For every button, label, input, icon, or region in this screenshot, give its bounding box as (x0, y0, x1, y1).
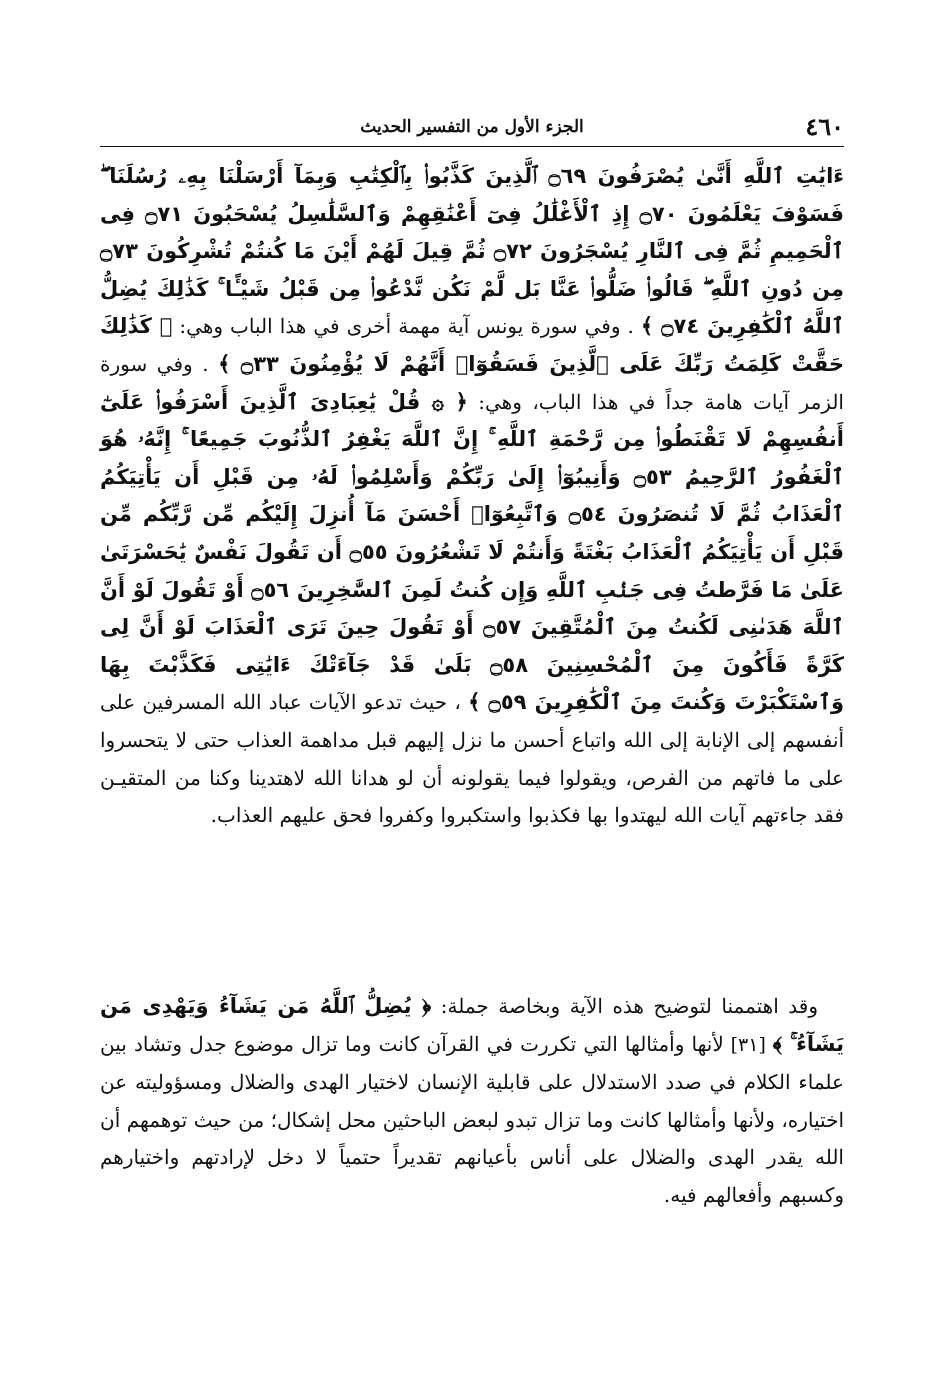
commentary-text-2: . وفي سورة الزمر آيات هامة جداً في هذا الباب، وهي: (100, 351, 844, 414)
quran-verses-zumar: ﴿ ۞ قُلْ يَٰعِبَادِىَ ٱلَّذِينَ أَسْرَفُوا۟ عَلَىٰٓ أَنفُسِهِمْ لَا تَقْنَطُوا۟ مِن رَّحْمَةِ ٱللَّهِ ۚ إِنَّ ٱللَّهَ يَغْفِرُ ٱلذُّنُوبَ جَمِيعًا ۚ إِنَّهُۥ هُوَ ٱلْغَفُورُ ٱلرَّحِيمُ ۝٥٣ وَأَنِيبُوٓا۟ إِلَىٰ رَبِّكُمْ وَأَسْلِمُوا۟ لَهُۥ مِن قَبْلِ أَن يَأْتِيَكُمُ ٱلْعَذَابُ ثُمَّ لَا تُنصَرُونَ ۝٥٤ وَٱتَّبِعُوٓا۟ أَحْسَنَ مَآ أُنزِلَ إِلَيْكُم مِّن رَّبِّكُم مِّن قَبْلِ أَن يَأْتِيَكُمُ ٱلْعَذَابُ بَغْتَةً وَأَنتُمْ لَا تَشْعُرُونَ ۝٥٥ أَن تَقُولَ نَفْسٌ يَٰحَسْرَتَىٰ عَلَىٰ مَا فَرَّطتُ فِى جَنۢبِ ٱللَّهِ وَإِن كُنتُ لَمِنَ ٱلسَّٰخِرِينَ ۝٥٦ أَوْ تَقُولَ لَوْ أَنَّ ٱللَّهَ هَدَىٰنِى لَكُنتُ مِنَ ٱلْمُتَّقِينَ ۝٥٧ أَوْ تَقُولَ حِينَ تَرَى ٱلْعَذَابَ لَوْ أَنَّ لِى كَرَّةً فَأَكُونَ مِنَ ٱلْمُحْسِنِينَ ۝٥٨ بَلَىٰ قَدْ جَآءَتْكَ ءَايَٰتِى فَكَذَّبْتَ بِهَا وَٱسْتَكْبَرْتَ وَكُنتَ مِنَ ٱلْكَٰفِرِينَ ۝٥٩ ﴾ (100, 389, 845, 715)
commentary-text-3: ، حيث تدعو الآيات عباد الله المسرفين على أنفسهم إلى الإنابة إلى الله واتباع أحسن ما نزل إليهم قبل مداهمة العذاب حتى لا يتحسروا على ما فاتهم من الفرص، ويقولوا فيما يقولونه أن لو هدانا الله لاهتدينا وكنا من المتقيـن فقد جاءتهم آيات الله ليهتدوا بها فكذبوا واستكبروا وكفروا فحق عليهم العذاب. (100, 690, 844, 828)
commentary-text-5: لأنها وأمثالها التي تكررت في القرآن كانت وما تزال موضوع جدل وتشاد بين علماء الكلام في صدد الاستدلال على قابلية الإنسان لاختيار الهدى والضلال ومسؤوليته عن اختياره، ولأنها وأمثالها كانت وما تزال تبدو لبعض الباحثين محل إشكال؛ من حيث توهمهم أن الله يقدر الهدى والضلال على أناس بأعيانهم تقديراً حتمياً لا دخل لإرادتهم واختيارهم وكسبهم وأفعالهم فيه. (100, 1031, 844, 1207)
body-block-2 (100, 988, 844, 1215)
running-header (100, 112, 844, 142)
paragraph-1 (100, 158, 844, 835)
header-divider (100, 146, 844, 147)
quran-verse-muddaththir: ﴿ يُضِلُّ ٱللَّهُ مَن يَشَآءُ وَيَهْدِى مَن يَشَآءُ ۚ ﴾ (100, 994, 845, 1056)
header-title: الجزء الأول من التفسير الحديث (360, 117, 584, 137)
commentary-text-4: وقد اهتممنا لتوضيح هذه الآية وبخاصة جملة: (431, 994, 818, 1018)
quran-verses-ghafir: ءَايَٰتِ ٱللَّهِ أَنَّىٰ يُصْرَفُونَ ۝٦٩ ٱلَّذِينَ كَذَّبُوا۟ بِٱلْكِتَٰبِ وَبِمَآ أَرْسَلْنَا بِهِۦ رُسُلَنَا ۖ فَسَوْفَ يَعْلَمُونَ ۝٧٠ إِذِ ٱلْأَغْلَٰلُ فِىٓ أَعْنَٰقِهِمْ وَٱلسَّلَٰسِلُ يُسْحَبُونَ ۝٧١ فِى ٱلْحَمِيمِ ثُمَّ فِى ٱلنَّارِ يُسْجَرُونَ ۝٧٢ ثُمَّ قِيلَ لَهُمْ أَيْنَ مَا كُنتُمْ تُشْرِكُونَ ۝٧٣ مِن دُونِ ٱللَّهِ ۖ قَالُوا۟ ضَلُّوا۟ عَنَّا بَل لَّمْ نَكُن نَّدْعُوا۟ مِن قَبْلُ شَيْـًٔا ۚ كَذَٰلِكَ يُضِلُّ ٱللَّهُ ٱلْكَٰفِرِينَ ۝٧٤ ﴾ (100, 164, 845, 339)
page-number: ٤٦٠ (805, 112, 844, 141)
body-block-1 (100, 158, 844, 835)
verse-reference: [٣١] (723, 1033, 773, 1056)
quran-verse-yunus: ﴿ كَذَٰلِكَ حَقَّتْ كَلِمَتُ رَبِّكَ عَلَى ٱلَّذِينَ فَسَقُوٓا۟ أَنَّهُمْ لَا يُؤْمِنُونَ ۝٣٣ ﴾ (100, 314, 844, 376)
paragraph-2 (100, 988, 844, 1215)
commentary-text-1: . وفي سورة يونس آية مهمة أخرى في هذا الباب وهي: (172, 314, 641, 339)
